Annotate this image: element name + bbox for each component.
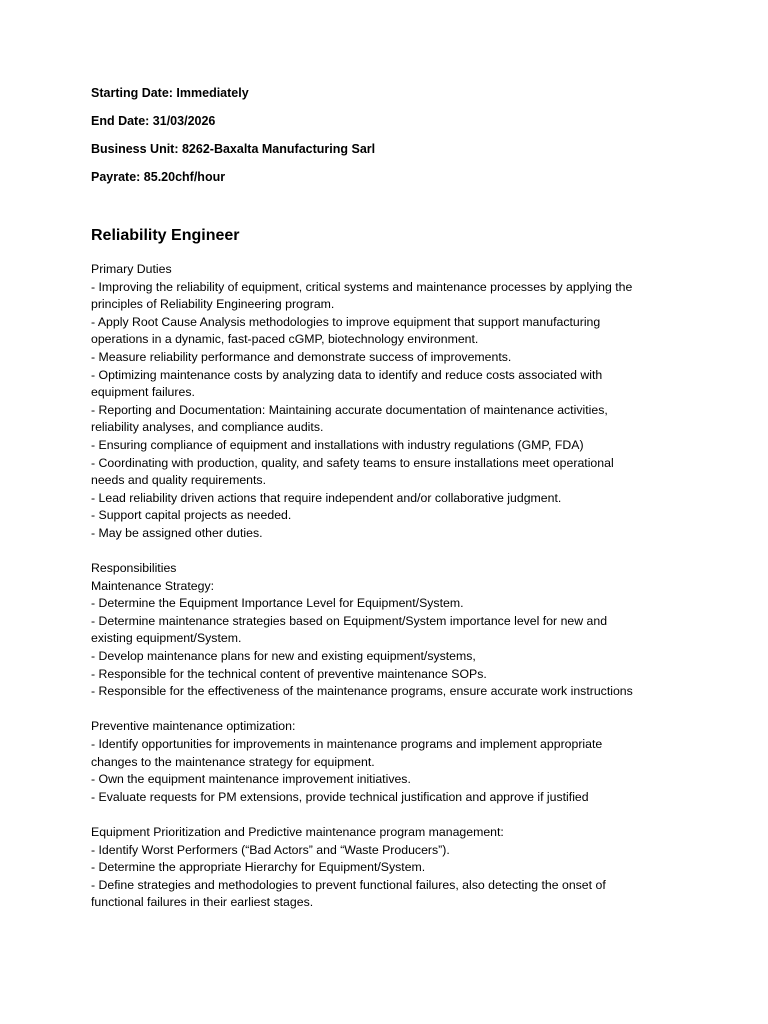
text-line: - Ensuring compliance of equipment and installations with industry regulations (GMP, FDA) (91, 437, 584, 452)
job-title: Reliability Engineer (91, 227, 240, 244)
text-line: Maintenance Strategy: (91, 578, 215, 593)
text-line: - Identify Worst Performers (“Bad Actors” and “Waste Producers”). (91, 842, 450, 857)
text-line: - Improving the reliability of equipment, critical systems and maintenance processes by applying the (91, 279, 633, 294)
text-line: - Own the equipment maintenance improvement initiatives. (91, 772, 411, 787)
text-line: - Define strategies and methodologies to prevent functional failures, also detecting the onset of (91, 877, 606, 892)
text-line: - Develop maintenance plans for new and existing equipment/systems, (91, 649, 476, 664)
text-line: - Reporting and Documentation: Maintaining accurate documentation of maintenance activities, (91, 402, 608, 417)
text-line: reliability analyses, and compliance audits. (91, 420, 324, 435)
text-line: - Lead reliability driven actions that require independent and/or collaborative judgment. (91, 490, 562, 505)
text-line: changes to the maintenance strategy for equipment. (91, 754, 375, 769)
business-unit: Business Unit: 8262-Baxalta Manufacturing Sarl (91, 142, 376, 156)
text-line: Preventive maintenance optimization: (91, 719, 296, 734)
text-line: - Optimizing maintenance costs by analyzing data to identify and reduce costs associated with (91, 367, 603, 382)
text-line: Equipment Prioritization and Predictive maintenance program management: (91, 825, 504, 839)
text-line: - Responsible for the effectiveness of the maintenance programs, ensure accurate work instructions (91, 684, 633, 699)
text-line: - Measure reliability performance and demonstrate success of improvements. (91, 349, 512, 364)
preventive-maintenance-section (91, 718, 691, 806)
starting-date: Starting Date: Immediately (91, 86, 249, 100)
equipment-prioritization-section (91, 824, 691, 912)
text-line: existing equipment/System. (91, 631, 242, 646)
text-line: - Coordinating with production, quality, and safety teams to ensure installations meet operational (91, 455, 614, 470)
text-line: - Apply Root Cause Analysis methodologies to improve equipment that support manufacturing (91, 314, 601, 329)
text-line: Responsibilities (91, 561, 177, 576)
text-line: - Responsible for the technical content of preventive maintenance SOPs. (91, 666, 487, 681)
text-line: - Determine maintenance strategies based on Equipment/System importance level for new and (91, 613, 608, 628)
text-line: equipment failures. (91, 385, 195, 400)
text-line: - Determine the Equipment Importance Level for Equipment/System. (91, 596, 464, 611)
responsibilities-section (91, 560, 691, 701)
text-line: - Support capital projects as needed. (91, 508, 292, 523)
document-content (91, 85, 691, 930)
text-line: Primary Duties (91, 262, 172, 276)
text-line: - Identify opportunities for improvements in maintenance programs and implement appropriate (91, 737, 603, 752)
payrate: Payrate: 85.20chf/hour (91, 170, 226, 184)
document-body (91, 261, 691, 912)
primary-duties-section (91, 261, 691, 543)
text-line: operations in a dynamic, fast-paced cGMP, biotechnology environment. (91, 332, 479, 347)
text-line: needs and quality requirements. (91, 473, 266, 488)
text-line: - Determine the appropriate Hierarchy for Equipment/System. (91, 860, 426, 875)
text-line: principles of Reliability Engineering program. (91, 297, 335, 312)
text-line: - May be assigned other duties. (91, 525, 263, 540)
text-line: - Evaluate requests for PM extensions, provide technical justification and approve if justified (91, 789, 589, 804)
end-date: End Date: 31/03/2026 (91, 114, 216, 128)
text-line: functional failures in their earliest stages. (91, 895, 314, 910)
